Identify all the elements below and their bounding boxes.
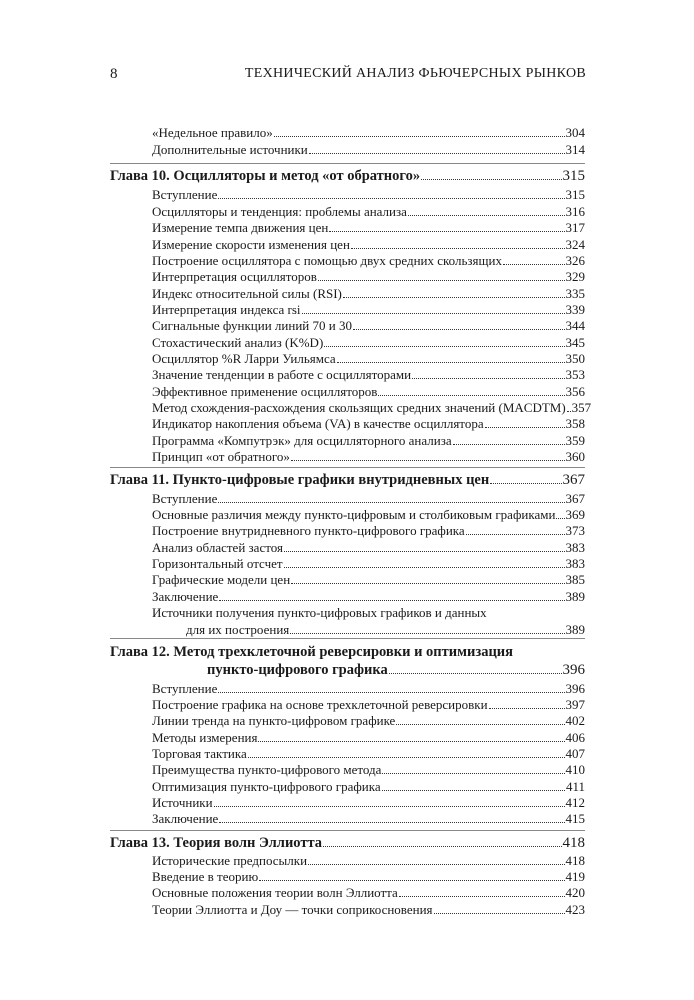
entry-title: Принцип «от обратного» [152, 449, 290, 464]
entry-page-number: 407 [565, 746, 585, 761]
entry-page-number: 353 [565, 367, 585, 382]
toc-entry [152, 317, 585, 334]
entry-page-number: 358 [565, 416, 585, 431]
toc-entry [152, 901, 585, 918]
entry-title: Осциллятор %R Ларри Уильямса [152, 351, 336, 366]
dot-leader [259, 880, 564, 881]
entry-page-number: 344 [565, 318, 585, 333]
dot-leader [218, 692, 564, 693]
entry-page-number: 329 [565, 269, 585, 284]
entry-page-number: 420 [565, 885, 585, 900]
dot-leader [318, 280, 565, 281]
toc-entry [152, 588, 585, 605]
entry-title: Программа «Компутрэк» для осцилляторного анализа [152, 433, 452, 448]
dot-leader [218, 198, 564, 199]
dot-leader [351, 248, 565, 249]
dot-leader [490, 483, 561, 484]
entry-title: Построение внутридневного пункто-цифрового графика [152, 523, 465, 538]
entry-title: Линии тренда на пункто-цифровом графике [152, 713, 396, 728]
entry-title: Преимущества пункто-цифрового метода [152, 762, 382, 777]
entry-page-number: 396 [562, 662, 585, 678]
toc-entry [152, 399, 592, 416]
entry-title: Стохастический анализ (K%D) [152, 335, 324, 350]
dot-leader [434, 913, 565, 914]
entry-page-number: 419 [565, 869, 585, 884]
entry-page-number: 397 [565, 697, 585, 712]
section-divider [110, 163, 585, 164]
toc-entry [186, 621, 585, 638]
dot-leader [485, 427, 565, 428]
entry-page-number: 315 [565, 187, 585, 202]
dot-leader [399, 896, 565, 897]
dot-leader [258, 741, 564, 742]
toc-entry [152, 415, 585, 432]
toc-entry [152, 236, 585, 253]
toc-entry [152, 186, 585, 203]
toc-entry [152, 490, 585, 507]
entry-title: Эффективное применение осцилляторов [152, 384, 378, 399]
entry-title: Измерение темпа движения цен [152, 220, 329, 235]
entry-page-number: 369 [565, 507, 585, 522]
entry-title: Источники получения пункто-цифровых графиков и данных [152, 605, 487, 620]
entry-page-number: 317 [565, 220, 585, 235]
dot-leader [284, 551, 565, 552]
toc-entry [152, 522, 585, 539]
entry-title: Горизонтальный отсчет [152, 556, 283, 571]
dot-leader [389, 673, 562, 674]
entry-title: Построение осциллятора с помощью двух средних скользящих [152, 253, 502, 268]
toc-entry [152, 334, 585, 351]
entry-page-number: 423 [565, 902, 585, 917]
toc-entry [152, 696, 585, 713]
entry-title: Торговая тактика [152, 746, 247, 761]
entry-page-number: 314 [565, 142, 585, 157]
dot-leader [219, 822, 564, 823]
entry-page-number: 418 [565, 853, 585, 868]
chapter-entry [207, 660, 585, 680]
entry-title: Глава 10. Осцилляторы и метод «от обратного» [110, 168, 421, 184]
dot-leader [274, 136, 565, 137]
entry-page-number: 324 [565, 237, 585, 252]
dot-leader [219, 600, 564, 601]
entry-title: Осцилляторы и тенденция: проблемы анализа [152, 204, 407, 219]
dot-leader [382, 773, 564, 774]
toc-entry [152, 124, 585, 141]
entry-title: Глава 12. Метод трехклеточной реверсировки и оптимизация [110, 644, 513, 660]
entry-page-number: 357 [571, 400, 592, 415]
toc-entry [152, 680, 585, 697]
toc-entry [152, 301, 585, 318]
dot-leader [309, 153, 565, 154]
toc-entry [152, 539, 585, 556]
toc-entry [152, 794, 585, 811]
entry-page-number: 411 [565, 779, 585, 794]
dot-leader [324, 346, 564, 347]
toc-entry [152, 448, 585, 465]
entry-title: Вступление [152, 187, 218, 202]
toc-entry [152, 729, 585, 746]
dot-leader [503, 264, 565, 265]
toc-entry [152, 506, 585, 523]
entry-title: Оптимизация пункто-цифрового графика [152, 779, 381, 794]
entry-page-number: 389 [565, 622, 585, 637]
toc-entry [152, 761, 585, 778]
entry-title: Метод схождения-расхождения скользящих средних значений (MACDTM) [152, 400, 566, 415]
entry-title: Индикатор накопления объема (VA) в качестве осциллятора [152, 416, 484, 431]
entry-page-number: 415 [565, 811, 585, 826]
entry-title: Индекс относительной силы (RSI) [152, 286, 342, 301]
chapter-entry [110, 642, 585, 662]
section-divider [110, 638, 585, 639]
entry-title: Вступление [152, 681, 218, 696]
running-title: ТЕХНИЧЕСКИЙ АНАЛИЗ ФЬЮЧЕРСНЫХ РЫНКОВ [244, 66, 586, 81]
entry-page-number: 356 [565, 384, 585, 399]
toc-entry [152, 366, 585, 383]
dot-leader [308, 864, 564, 865]
entry-title: Анализ областей застоя [152, 540, 283, 555]
toc-entry [152, 810, 585, 827]
entry-page-number: 402 [565, 713, 585, 728]
toc-entry [152, 778, 585, 795]
dot-leader [567, 411, 571, 412]
entry-page-number: 326 [565, 253, 585, 268]
toc-entry [152, 383, 585, 400]
toc-entry [152, 203, 585, 220]
section-divider [110, 830, 585, 831]
entry-title: Дополнительные источники [152, 142, 308, 157]
entry-page-number: 396 [565, 681, 585, 696]
chapter-entry [110, 833, 585, 853]
page-header [110, 66, 586, 86]
toc-entry [152, 252, 585, 269]
toc-entry [152, 219, 585, 236]
toc-entry [152, 745, 585, 762]
toc-entry [152, 555, 585, 572]
entry-page-number: 339 [565, 302, 585, 317]
toc-entry [152, 432, 585, 449]
toc-entry [152, 712, 585, 729]
dot-leader [556, 518, 564, 519]
dot-leader [353, 329, 565, 330]
toc-entry [152, 268, 585, 285]
toc-entry [152, 852, 585, 869]
dot-leader [323, 846, 561, 847]
entry-page-number: 412 [565, 795, 585, 810]
entry-title: Глава 11. Пункто-цифровые графики внутридневных цен [110, 472, 490, 488]
dot-leader [248, 757, 565, 758]
entry-page-number: 359 [565, 433, 585, 448]
entry-page-number: 383 [565, 540, 585, 555]
dot-leader [412, 378, 564, 379]
entry-title: Теории Эллиотта и Доу — точки соприкосновения [152, 902, 433, 917]
entry-title: Построение графика на основе трехклеточной реверсировки [152, 697, 488, 712]
chapter-entry [110, 470, 585, 490]
entry-title: Измерение скорости изменения цен [152, 237, 350, 252]
dot-leader [302, 313, 565, 314]
toc-entry [152, 604, 585, 621]
entry-title: для их построения [186, 622, 290, 637]
dot-leader [408, 215, 565, 216]
dot-leader [378, 395, 564, 396]
entry-title: Основные положения теории волн Эллиотта [152, 885, 398, 900]
entry-page-number: 410 [565, 762, 585, 777]
entry-title: пункто-цифрового графика [207, 662, 388, 678]
entry-title: Графические модели цен [152, 572, 291, 587]
dot-leader [337, 362, 565, 363]
entry-page-number: 418 [562, 835, 585, 851]
entry-title: Введение в теорию [152, 869, 259, 884]
toc-entry [152, 868, 585, 885]
toc-entry [152, 350, 585, 367]
toc-entry [152, 571, 585, 588]
entry-title: Методы измерения [152, 730, 258, 745]
dot-leader [329, 231, 564, 232]
entry-title: Вступление [152, 491, 218, 506]
entry-title: Заключение [152, 589, 219, 604]
entry-title: Исторические предпосылки [152, 853, 308, 868]
toc-entry [152, 285, 585, 302]
toc-entry [152, 884, 585, 901]
entry-page-number: 367 [562, 472, 585, 488]
entry-page-number: 316 [565, 204, 585, 219]
entry-title: Значение тенденции в работе с осцилляторами [152, 367, 412, 382]
dot-leader [291, 460, 565, 461]
dot-leader [489, 708, 565, 709]
section-divider [110, 467, 585, 468]
dot-leader [218, 502, 564, 503]
entry-page-number: 304 [565, 125, 585, 140]
entry-page-number: 315 [562, 168, 585, 184]
dot-leader [284, 567, 565, 568]
dot-leader [453, 444, 565, 445]
dot-leader [291, 583, 564, 584]
entry-page-number: 367 [565, 491, 585, 506]
toc-entry [152, 141, 585, 158]
dot-leader [214, 806, 565, 807]
entry-page-number: 350 [565, 351, 585, 366]
dot-leader [421, 179, 561, 180]
dot-leader [343, 297, 565, 298]
entry-page-number: 383 [565, 556, 585, 571]
entry-title: Источники [152, 795, 213, 810]
entry-page-number: 373 [565, 523, 585, 538]
entry-page-number: 360 [565, 449, 585, 464]
page-number: 8 [110, 66, 118, 82]
entry-page-number: 385 [565, 572, 585, 587]
chapter-entry [110, 166, 585, 186]
entry-title: Основные различия между пункто-цифровым и столбиковым графиками [152, 507, 556, 522]
entry-title: Интерпретация осцилляторов [152, 269, 317, 284]
dot-leader [290, 633, 564, 634]
dot-leader [466, 534, 565, 535]
entry-title: Интерпретация индекса rsi [152, 302, 301, 317]
entry-page-number: 345 [565, 335, 585, 350]
dot-leader [382, 790, 565, 791]
entry-title: Заключение [152, 811, 219, 826]
dot-leader [396, 724, 564, 725]
entry-page-number: 335 [565, 286, 585, 301]
entry-page-number: 406 [565, 730, 585, 745]
entry-page-number: 389 [565, 589, 585, 604]
entry-title: «Недельное правило» [152, 125, 273, 140]
entry-title: Сигнальные функции линий 70 и 30 [152, 318, 352, 333]
entry-title: Глава 13. Теория волн Эллиотта [110, 835, 323, 851]
